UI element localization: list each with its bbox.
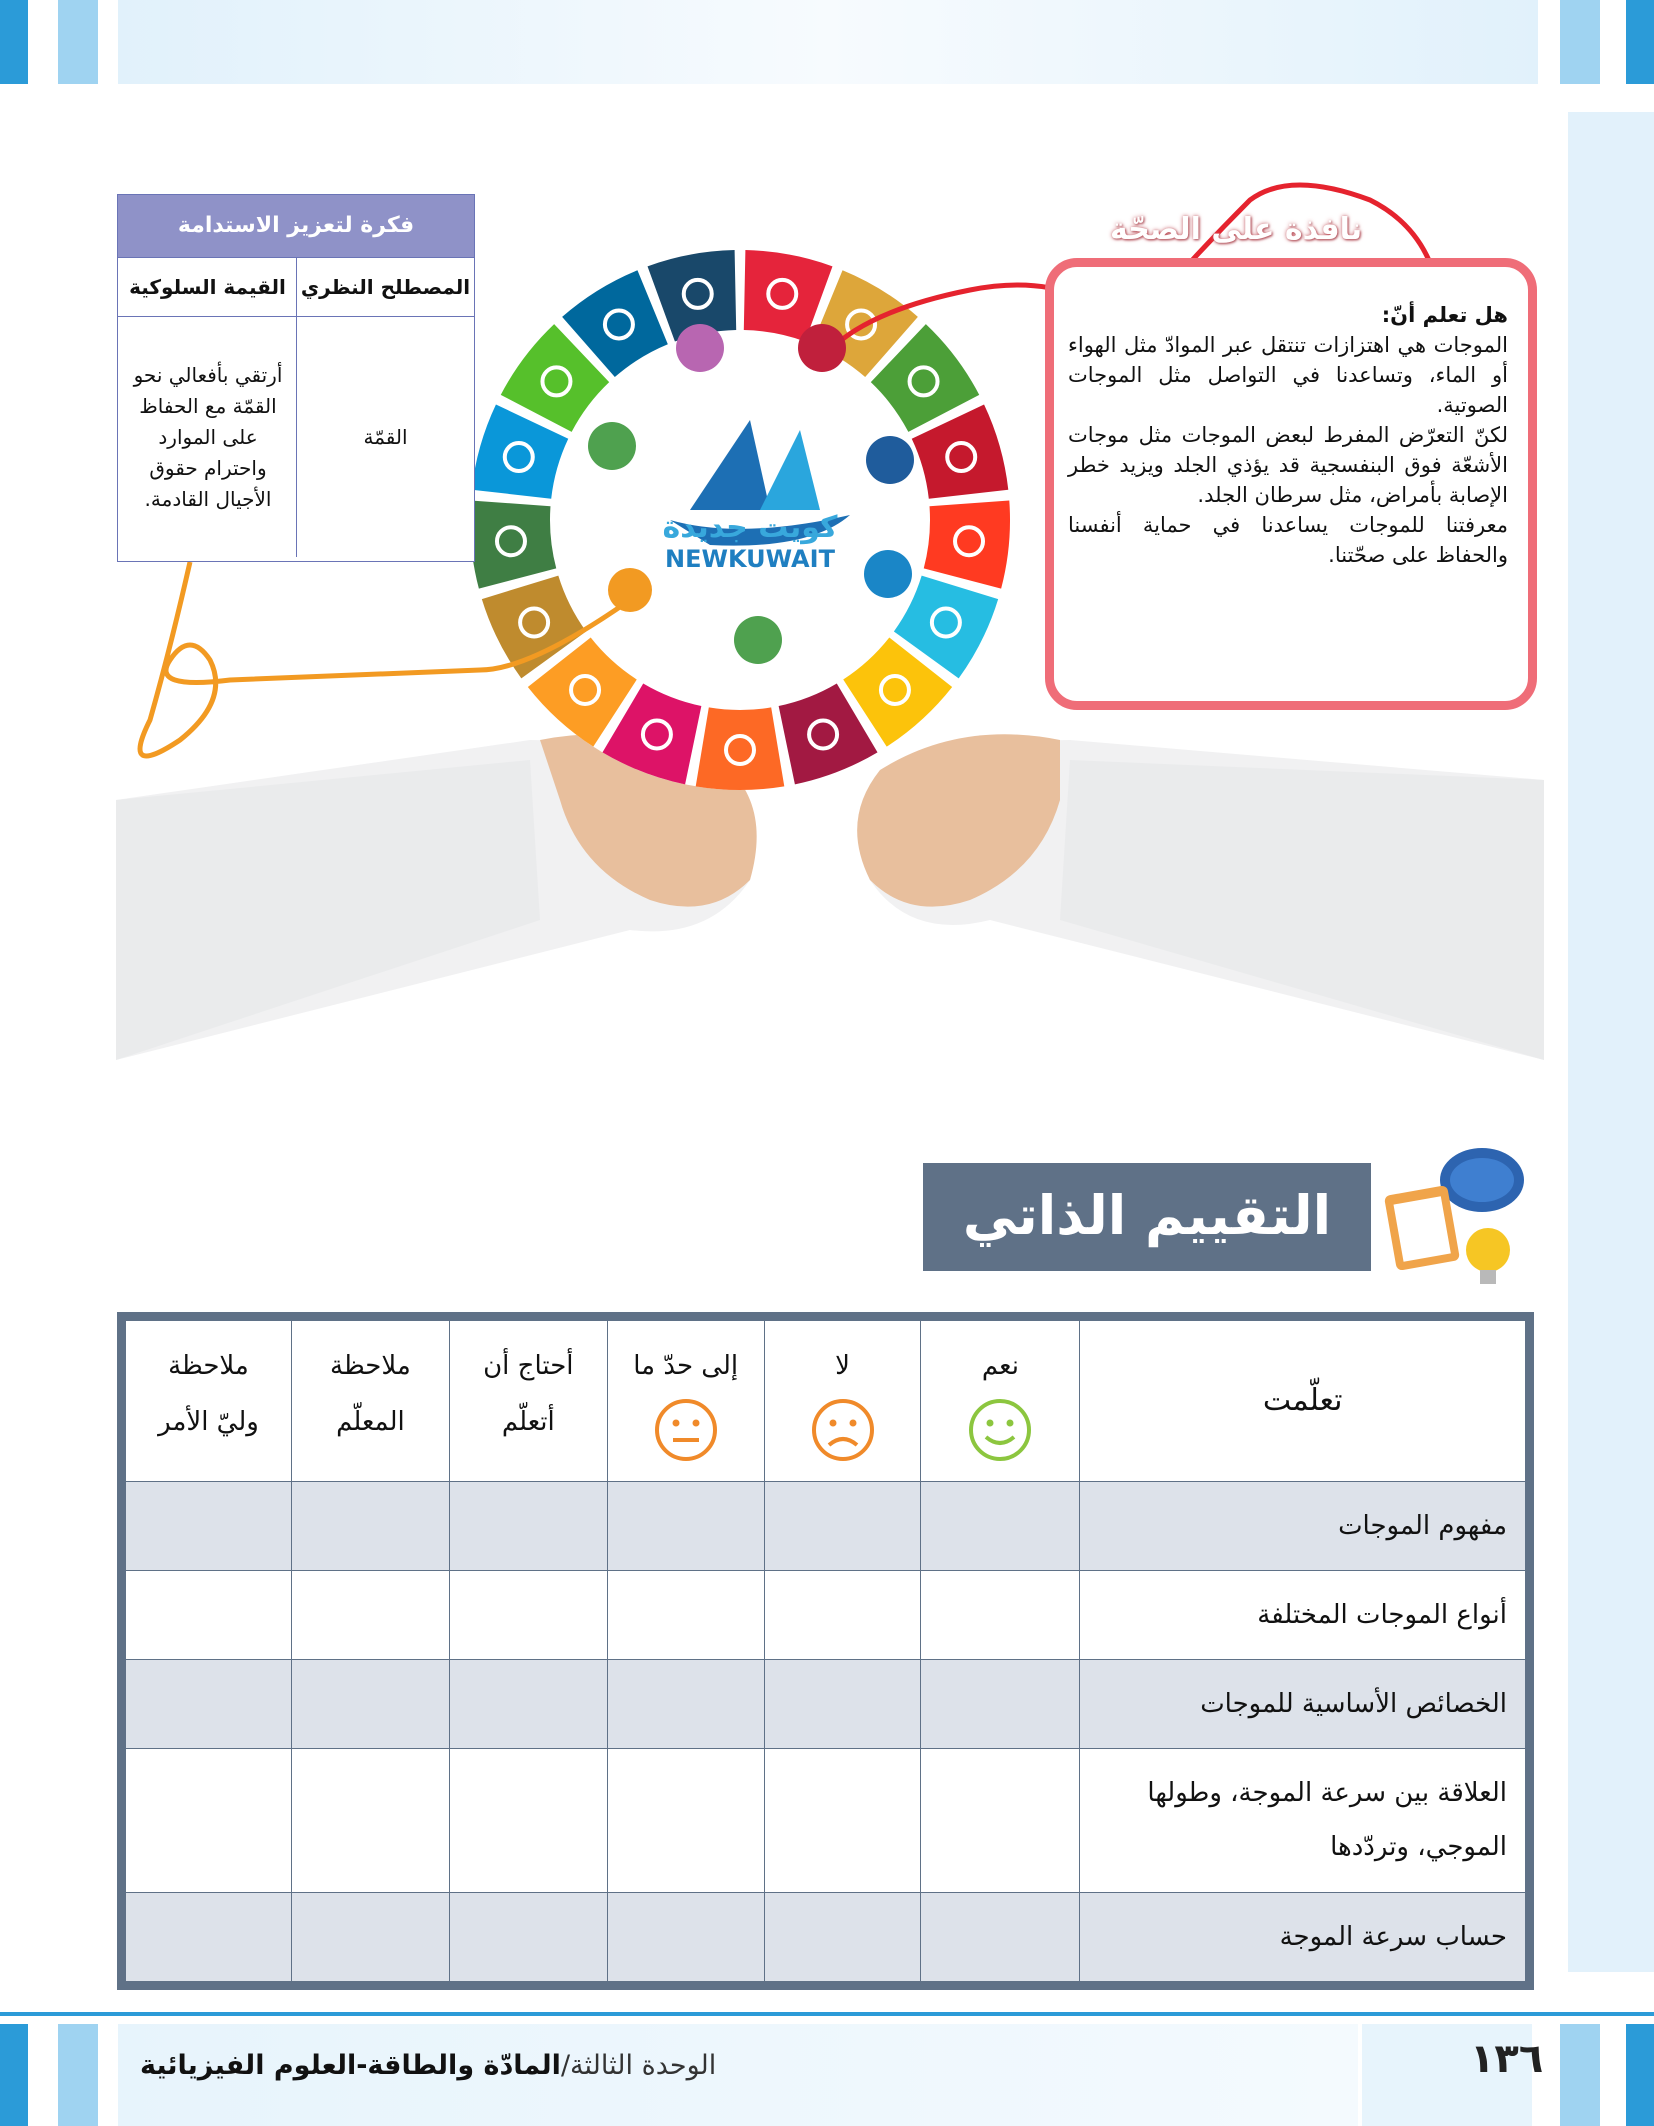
health-paragraph-3: معرفتنا للموجات يساعدنا في حماية أنفسنا والحفاظ على صحّتنا. bbox=[1068, 513, 1508, 567]
cell-need[interactable] bbox=[449, 1570, 607, 1659]
table-row bbox=[126, 1748, 1526, 1893]
cell-parent[interactable] bbox=[126, 1748, 292, 1893]
cell-parent[interactable] bbox=[126, 1482, 292, 1571]
cell-yes[interactable] bbox=[921, 1659, 1080, 1748]
header-parent-note bbox=[126, 1321, 292, 1482]
header-teacher-line2: المعلّم bbox=[336, 1407, 405, 1437]
cell-need[interactable] bbox=[449, 1659, 607, 1748]
table-row bbox=[126, 1659, 1526, 1748]
cell-no[interactable] bbox=[764, 1893, 921, 1982]
header-yes-label: نعم bbox=[981, 1351, 1019, 1381]
cell-parent[interactable] bbox=[126, 1893, 292, 1982]
hands-illustration bbox=[116, 734, 1544, 1060]
right-decorative-strip bbox=[1568, 112, 1654, 1972]
health-window-title: نافذة على الصحّة bbox=[1110, 212, 1363, 247]
row-label: العلاقة بين سرعة الموجة، وطولها الموجي، وتردّدها bbox=[1080, 1748, 1526, 1893]
header-need-line2: أتعلّم bbox=[501, 1407, 555, 1437]
row-label: مفهوم الموجات bbox=[1080, 1482, 1526, 1571]
cell-parent[interactable] bbox=[126, 1570, 292, 1659]
cell-teacher[interactable] bbox=[291, 1482, 449, 1571]
cell-yes[interactable] bbox=[921, 1482, 1080, 1571]
sustainability-col-term: المصطلح النظري bbox=[300, 275, 471, 299]
header-learned: تعلّمت bbox=[1080, 1321, 1526, 1482]
health-window-text bbox=[1068, 300, 1508, 570]
cell-need[interactable] bbox=[449, 1748, 607, 1893]
self-assessment-table bbox=[117, 1312, 1534, 1990]
sustainability-col-value: القيمة السلوكية bbox=[119, 258, 297, 316]
cell-teacher[interactable] bbox=[291, 1893, 449, 1982]
cell-somewhat[interactable] bbox=[607, 1570, 764, 1659]
cell-somewhat[interactable] bbox=[607, 1482, 764, 1571]
sustainability-term: القمّة bbox=[363, 424, 408, 449]
header-teacher-line1: ملاحظة bbox=[330, 1351, 411, 1381]
header-no-label: لا bbox=[835, 1351, 850, 1381]
row-label: حساب سرعة الموجة bbox=[1080, 1893, 1526, 1982]
header-yes bbox=[921, 1321, 1080, 1482]
footer-unit: الوحدة الثالثة/ bbox=[560, 2050, 717, 2081]
sustainability-title: فكرة لتعزيز الاستدامة bbox=[118, 195, 474, 257]
table-row bbox=[126, 1570, 1526, 1659]
cell-need[interactable] bbox=[449, 1893, 607, 1982]
smiley-happy-icon bbox=[967, 1397, 1033, 1463]
header-somewhat-label: إلى حدّ ما bbox=[633, 1351, 739, 1381]
clipboard-brain-icon bbox=[1372, 1140, 1532, 1290]
logo-english: NEWKUWAIT bbox=[665, 545, 835, 573]
cell-no[interactable] bbox=[764, 1748, 921, 1893]
header-no bbox=[764, 1321, 921, 1482]
footer-subject: المادّة والطاقة-العلوم الفيزيائية bbox=[140, 2050, 561, 2081]
health-intro: هل تعلم أنّ: bbox=[1381, 303, 1508, 327]
smiley-neutral-icon bbox=[653, 1397, 719, 1463]
cell-somewhat[interactable] bbox=[607, 1659, 764, 1748]
header-parent-line2: وليّ الأمر bbox=[158, 1407, 259, 1437]
header-teacher-note bbox=[291, 1321, 449, 1482]
cell-teacher[interactable] bbox=[291, 1570, 449, 1659]
smiley-sad-icon bbox=[810, 1397, 876, 1463]
cell-yes[interactable] bbox=[921, 1570, 1080, 1659]
cell-yes[interactable] bbox=[921, 1748, 1080, 1893]
sdg-goal-segment bbox=[696, 707, 785, 790]
cell-somewhat[interactable] bbox=[607, 1893, 764, 1982]
cell-somewhat[interactable] bbox=[607, 1748, 764, 1893]
footer-unit-title bbox=[140, 2050, 716, 2081]
cell-need[interactable] bbox=[449, 1482, 607, 1571]
header-parent-line1: ملاحظة bbox=[168, 1351, 249, 1381]
newkuwait-logo-text bbox=[660, 510, 840, 573]
page-number: ١٣٦ bbox=[1470, 2036, 1544, 2082]
health-paragraph-2: لكنّ التعرّض المفرط لبعض الموجات مثل موجات الأشعّة فوق البنفسجية قد يؤذي الجلد ويزيد خطر الإصابة بأمراض، مثل سرطان الجلد. bbox=[1068, 423, 1508, 507]
sustainability-box bbox=[117, 194, 475, 562]
header-somewhat bbox=[607, 1321, 764, 1482]
cell-no[interactable] bbox=[764, 1482, 921, 1571]
cell-parent[interactable] bbox=[126, 1659, 292, 1748]
cell-yes[interactable] bbox=[921, 1893, 1080, 1982]
health-paragraph-1: الموجات هي اهتزازات تنتقل عبر الموادّ مثل الهواء أو الماء، وتساعدنا في التواصل مثل الموجات الصوتية. bbox=[1068, 333, 1508, 417]
row-label: أنواع الموجات المختلفة bbox=[1080, 1570, 1526, 1659]
row-label: الخصائص الأساسية للموجات bbox=[1080, 1659, 1526, 1748]
cell-no[interactable] bbox=[764, 1659, 921, 1748]
cell-teacher[interactable] bbox=[291, 1659, 449, 1748]
table-row bbox=[126, 1482, 1526, 1571]
table-row bbox=[126, 1893, 1526, 1982]
sustainability-value: أرتقي بأفعالي نحو القمّة مع الحفاظ على الموارد واحترام حقوق الأجيال القادمة. bbox=[120, 317, 297, 557]
header-need-line1: أحتاج أن bbox=[483, 1351, 574, 1381]
top-band bbox=[0, 0, 1654, 84]
cell-no[interactable] bbox=[764, 1570, 921, 1659]
logo-arabic: كويت جديدة bbox=[662, 510, 838, 545]
self-assessment-title: التقييم الذاتي bbox=[923, 1163, 1371, 1271]
cell-teacher[interactable] bbox=[291, 1748, 449, 1893]
header-need-to-learn bbox=[449, 1321, 607, 1482]
